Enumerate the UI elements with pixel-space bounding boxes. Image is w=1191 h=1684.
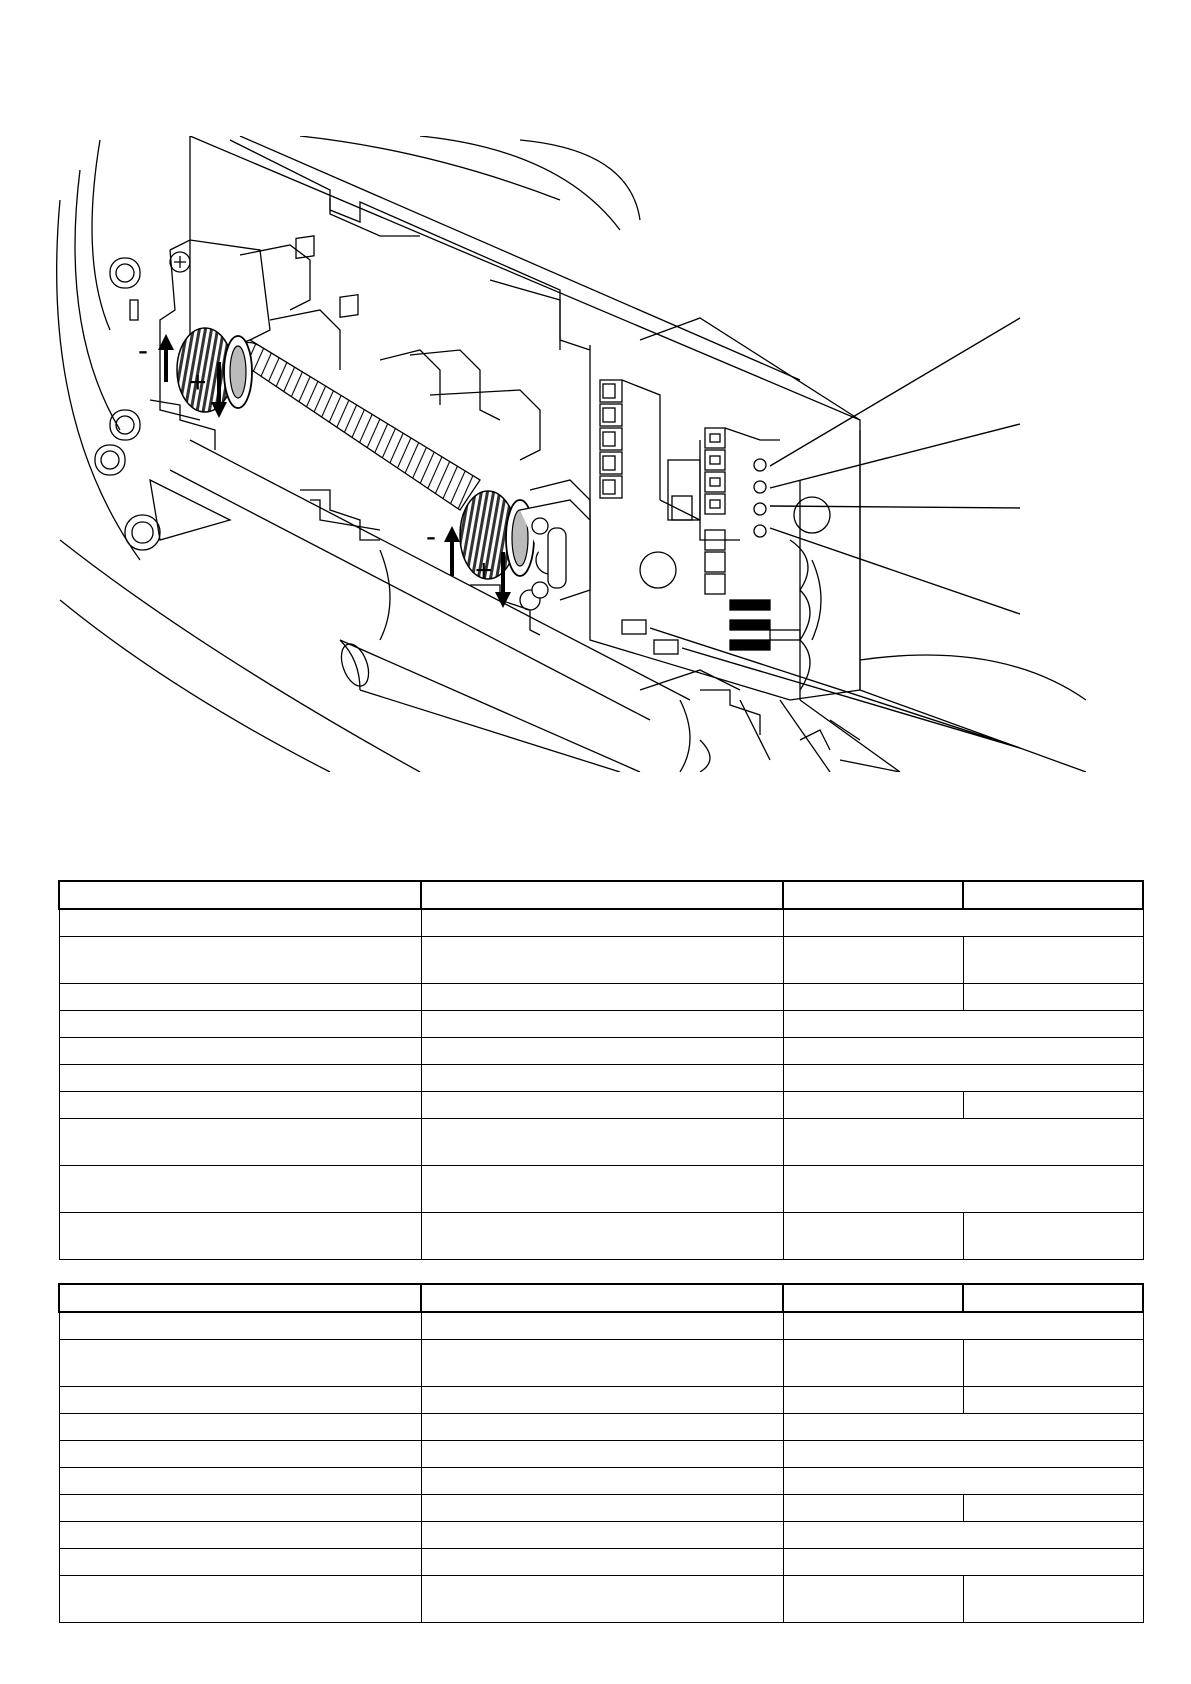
table-cell xyxy=(59,1165,421,1212)
table-cell xyxy=(421,1575,783,1622)
table-cell xyxy=(421,1548,783,1575)
table-row xyxy=(59,1284,1143,1312)
table-cell xyxy=(421,936,783,983)
table-cell xyxy=(421,1312,783,1339)
table-cell xyxy=(59,1312,421,1339)
table-cell xyxy=(59,1037,421,1064)
table-cell xyxy=(783,1091,963,1118)
table-cell xyxy=(421,1521,783,1548)
table-cell xyxy=(59,909,421,936)
plus-label-right: + xyxy=(475,554,493,587)
table-cell xyxy=(783,1413,1143,1440)
table-cell xyxy=(421,1386,783,1413)
table-cell xyxy=(421,1037,783,1064)
table-row xyxy=(59,1521,1143,1548)
table-row xyxy=(59,1091,1143,1118)
table-cell xyxy=(59,1467,421,1494)
table-cell xyxy=(783,983,963,1010)
table-cell xyxy=(963,1386,1143,1413)
table-cell xyxy=(783,1165,1143,1212)
table-cell xyxy=(59,1548,421,1575)
table-row xyxy=(59,1212,1143,1259)
device-body xyxy=(57,136,1086,772)
table-cell xyxy=(59,1010,421,1037)
table-row xyxy=(59,1118,1143,1165)
table-cell xyxy=(963,1494,1143,1521)
table-cell xyxy=(783,1339,963,1386)
terminal-stack xyxy=(600,380,780,594)
technical-drawing xyxy=(0,0,1191,790)
table-cell xyxy=(421,1165,783,1212)
table-row xyxy=(59,1037,1143,1064)
minus-label-left: - xyxy=(138,334,148,367)
table-row xyxy=(59,1467,1143,1494)
table-cell xyxy=(421,1010,783,1037)
table-row xyxy=(59,1339,1143,1386)
table-row xyxy=(59,1165,1143,1212)
table-cell xyxy=(59,1575,421,1622)
table-row xyxy=(59,1312,1143,1339)
table-cell xyxy=(59,1284,421,1312)
table-cell xyxy=(963,1575,1143,1622)
table-cell xyxy=(421,1118,783,1165)
table-cell xyxy=(421,1091,783,1118)
table-cell xyxy=(783,1548,1143,1575)
table-cell xyxy=(783,1386,963,1413)
callout-line-5a xyxy=(650,628,1020,748)
table-row xyxy=(59,983,1143,1010)
table-cell xyxy=(783,1521,1143,1548)
table-cell xyxy=(963,983,1143,1010)
callout-line-3 xyxy=(770,506,1020,508)
table-cell xyxy=(59,1212,421,1259)
table-row xyxy=(59,881,1143,909)
table-row xyxy=(59,1494,1143,1521)
table-cell xyxy=(59,1064,421,1091)
table-cell xyxy=(783,1010,1143,1037)
table-cell xyxy=(783,936,963,983)
table-cell xyxy=(421,1467,783,1494)
table-cell xyxy=(421,983,783,1010)
minus-label-right: - xyxy=(426,520,436,553)
table-cell xyxy=(783,881,963,909)
table-cell xyxy=(59,1339,421,1386)
spring-coil xyxy=(222,340,480,510)
table-row xyxy=(59,1575,1143,1622)
table-cell xyxy=(421,1339,783,1386)
table-cell xyxy=(421,1413,783,1440)
table-row xyxy=(59,936,1143,983)
table-cell xyxy=(963,1091,1143,1118)
table-cell xyxy=(783,1064,1143,1091)
callout-line-5b xyxy=(682,648,1020,748)
table-cell xyxy=(59,1521,421,1548)
table-cell xyxy=(783,1312,1143,1339)
table-cell xyxy=(783,1118,1143,1165)
spec-table-2 xyxy=(58,1283,1144,1623)
table-row xyxy=(59,909,1143,936)
table-cell xyxy=(963,1339,1143,1386)
table-cell xyxy=(963,881,1143,909)
table-cell xyxy=(421,1494,783,1521)
table-cell xyxy=(59,1440,421,1467)
table-cell xyxy=(783,1037,1143,1064)
table-cell xyxy=(59,881,421,909)
table-cell xyxy=(59,983,421,1010)
table-row xyxy=(59,1440,1143,1467)
knob-right xyxy=(460,491,534,579)
table-cell xyxy=(59,936,421,983)
table-cell xyxy=(421,909,783,936)
table-row xyxy=(59,1548,1143,1575)
table-cell xyxy=(783,909,1143,936)
table-cell xyxy=(963,1212,1143,1259)
spec-table-1 xyxy=(58,880,1144,1260)
table-cell xyxy=(59,1386,421,1413)
table-cell xyxy=(59,1091,421,1118)
table-cell xyxy=(783,1467,1143,1494)
table-row xyxy=(59,1413,1143,1440)
table-cell xyxy=(783,1212,963,1259)
table-cell xyxy=(421,1284,783,1312)
table-cell xyxy=(783,1494,963,1521)
table-cell xyxy=(783,1284,963,1312)
table-cell xyxy=(59,1118,421,1165)
plus-label-left: + xyxy=(189,366,207,399)
table-cell xyxy=(59,1494,421,1521)
table-cell xyxy=(421,1440,783,1467)
callout-line-2 xyxy=(770,424,1020,488)
table-row xyxy=(59,1010,1143,1037)
table-cell xyxy=(783,1575,963,1622)
table-cell xyxy=(783,1440,1143,1467)
table-cell xyxy=(963,936,1143,983)
table-cell xyxy=(963,1284,1143,1312)
table-row xyxy=(59,1064,1143,1091)
table-row xyxy=(59,1386,1143,1413)
table-cell xyxy=(421,881,783,909)
table-cell xyxy=(421,1212,783,1259)
table-cell xyxy=(59,1413,421,1440)
callout-line-1 xyxy=(770,318,1020,466)
table-cell xyxy=(421,1064,783,1091)
